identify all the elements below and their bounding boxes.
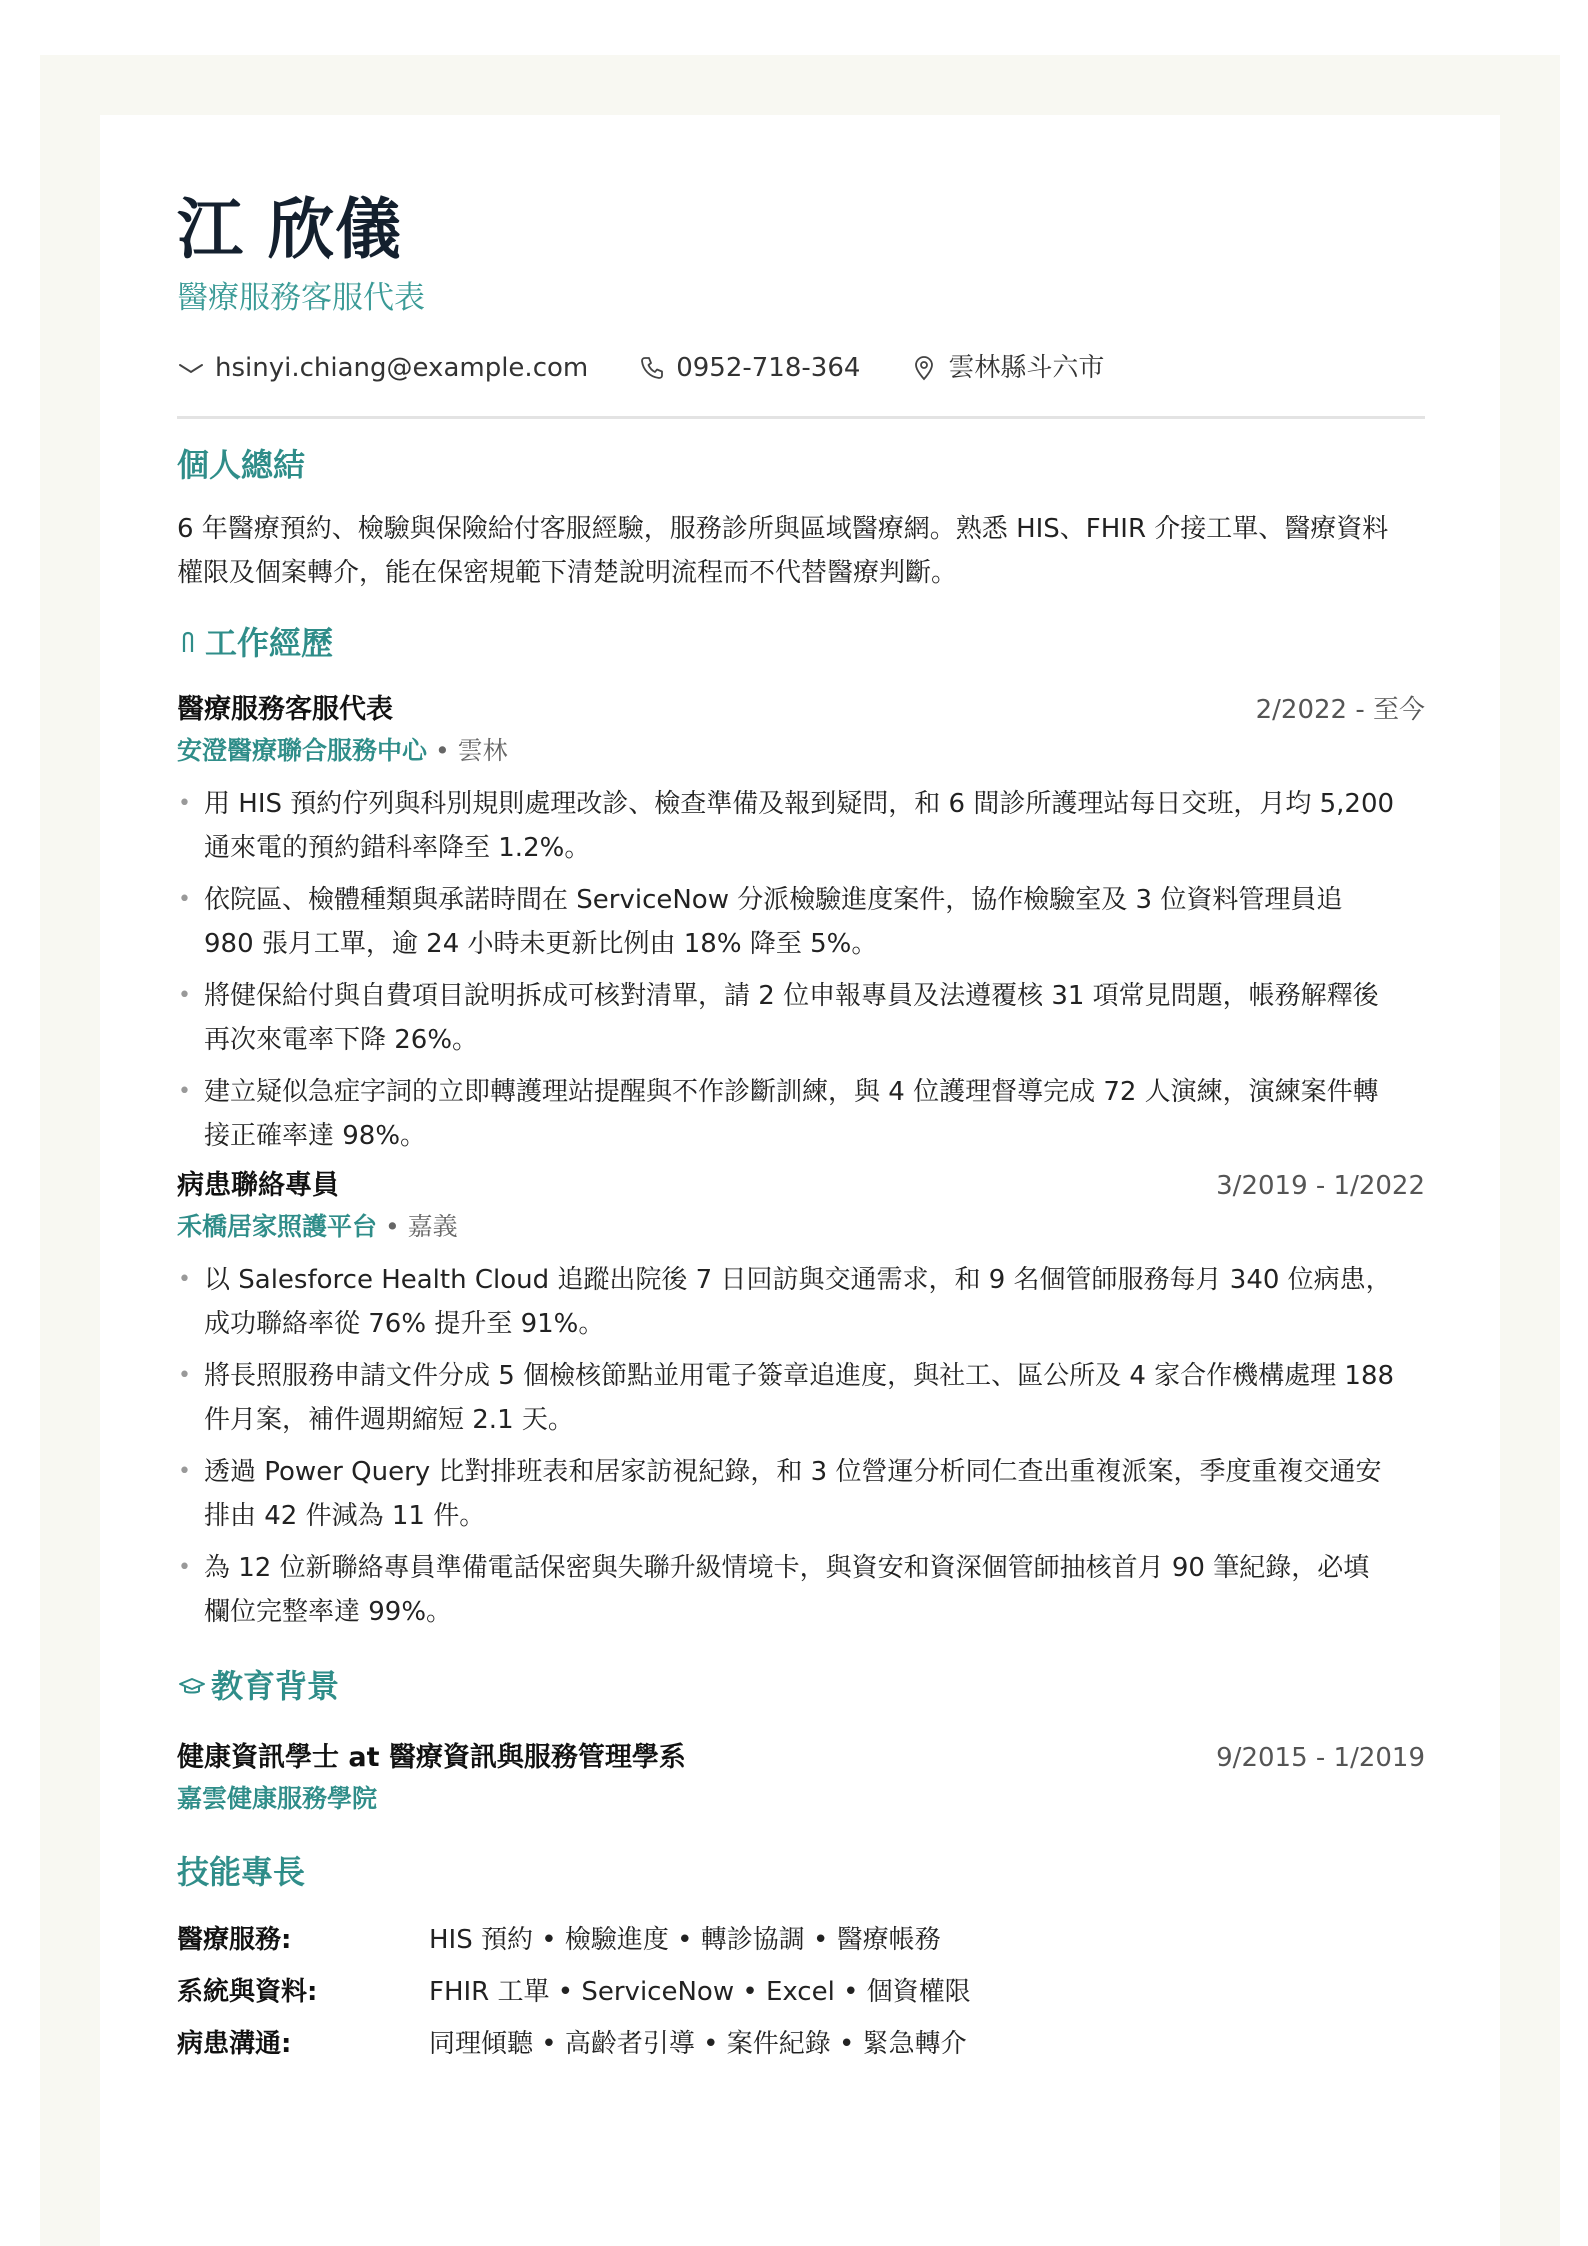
bullet-line: 接正確率達 98%。 [204,1121,427,1151]
bullet-line: 欄位完整率達 99%。 [204,1597,453,1627]
bullet-item: • 依院區、檢體種類與承諾時間在 ServiceNow 分派檢驗進度案件，協作檢驗室及 3 位資料管理員追 980 張月工單，逾 24 小時未更新比例由 18% 降至 5%。 [177,878,1425,966]
experience-heading [177,621,1425,665]
bullet-line: 依院區、檢體種類與承諾時間在 ServiceNow 分派檢驗進度案件，協作檢驗室及 3 位資料管理員追 [204,885,1343,915]
bullet-line: 通來電的預約錯科率降至 1.2%。 [204,833,591,863]
job-title: 病患聯絡專員 [177,1170,339,1201]
skills-row [177,1914,1425,1966]
skill-category: 醫療服務: [177,1925,292,1955]
job-bullets [177,1258,1425,1634]
education-entry [177,1738,1425,1818]
job-title: 醫療服務客服代表 [177,694,393,725]
bullet-line: 件月案，補件週期縮短 2.1 天。 [204,1405,574,1435]
skill-category: 系統與資料: [177,1977,318,2007]
bullet-item: • 將健保給付與自費項目說明拆成可核對清單，請 2 位申報專員及法遵覆核 31 項常見問題，帳務解釋後 再次來電率下降 26%。 [177,974,1425,1062]
skill-items: 同理傾聽 • 高齡者引導 • 案件紀錄 • 緊急轉介 [429,2029,967,2059]
bullet-item: • 透過 Power Query 比對排班表和居家訪視紀錄，和 3 位營運分析同仁查出重複派案，季度重複交通安 排由 42 件減為 11 件。 [177,1450,1425,1538]
school-name: 嘉雲健康服務學院 [177,1784,378,1813]
bullet-line: 將健保給付與自費項目說明拆成可核對清單，請 2 位申報專員及法遵覆核 31 項常見問題，帳務解釋後 [204,981,1379,1011]
skills-row [177,1966,1425,2018]
skill-items: FHIR 工單 • ServiceNow • Excel • 個資權限 [429,1977,971,2007]
header-divider [177,416,1425,419]
company-line [177,1208,1425,1246]
phone-text: 0952-718-364 [676,353,861,383]
bullet-line: 980 張月工單，逾 24 小時未更新比例由 18% 降至 5%。 [204,929,878,959]
contact-email[interactable] [177,350,588,386]
contact-bar [177,350,1425,386]
phone-icon [638,354,666,382]
company-name: 禾橋居家照護平台 [177,1212,378,1241]
resume-content [177,190,1425,2070]
company-line [177,732,1425,770]
resume-page [100,115,1500,2246]
email-icon [177,354,205,382]
experience-heading-text: 工作經歷 [205,624,334,662]
bullet-item: • 將長照服務申請文件分成 5 個檢核節點並用電子簽章追進度，與社工、區公所及 4 家合作機構處理 188 件月案，補件週期縮短 2.1 天。 [177,1354,1425,1442]
summary-line: 權限及個案轉介，能在保密規範下清楚說明流程而不代替醫療判斷。 [177,558,958,588]
email-text: hsinyi.chiang@example.com [215,353,589,383]
job-entry [177,689,1425,1158]
school-line [177,1780,1425,1818]
bullet-item: • 以 Salesforce Health Cloud 追蹤出院後 7 日回訪與交通需求，和 9 名個管師服務每月 340 位病患， 成功聯絡率從 76% 提升至 91%。 [177,1258,1425,1346]
job-date: 3/2019 - 1/2022 [1216,1171,1425,1201]
bullet-item: • 建立疑似急症字詞的立即轉護理站提醒與不作診斷訓練，與 4 位護理督導完成 72 人演練，演練案件轉 接正確率達 98%。 [177,1070,1425,1158]
location-text: 雲林縣斗六市 [948,353,1105,383]
education-heading [177,1664,1425,1708]
degree-title: 健康資訊學士 at 醫療資訊與服務管理學系 [177,1742,686,1773]
bullet-line: 用 HIS 預約佇列與科別規則處理改診、檢查準備及報到疑問，和 6 間診所護理站每日交班，月均 5,200 [204,789,1395,819]
bullet-line: 再次來電率下降 26%。 [204,1025,479,1055]
summary-line: 6 年醫療預約、檢驗與保險給付客服經驗，服務診所與區域醫療網。熟悉 HIS、FHIR 介接工單、醫療資料 [177,514,1389,544]
company-location: • 雲林 [434,736,508,765]
bullet-line: 以 Salesforce Health Cloud 追蹤出院後 7 日回訪與交通需求，和 9 名個管師服務每月 340 位病患， [204,1265,1392,1295]
skill-items: HIS 預約 • 檢驗進度 • 轉診協調 • 醫療帳務 [429,1925,941,1955]
job-date: 2/2022 - 至今 [1255,695,1425,725]
company-location: • 嘉義 [384,1212,458,1241]
bullet-line: 將長照服務申請文件分成 5 個檢核節點並用電子簽章追進度，與社工、區公所及 4 家合作機構處理 188 [204,1361,1395,1391]
skills-table [177,1914,1425,2070]
bullet-line: 建立疑似急症字詞的立即轉護理站提醒與不作診斷訓練，與 4 位護理督導完成 72 人演練，演練案件轉 [204,1077,1379,1107]
job-entry [177,1166,1425,1634]
education-date: 9/2015 - 1/2019 [1216,1743,1425,1773]
summary-heading [177,443,1425,487]
skills-heading-text: 技能專長 [177,1853,306,1891]
bullet-line: 成功聯絡率從 76% 提升至 91%。 [204,1309,605,1339]
candidate-name: 江 欣儀 [177,191,402,268]
education-heading-text: 教育背景 [211,1667,340,1705]
skill-category: 病患溝通: [177,2029,292,2059]
job-bullets [177,782,1425,1158]
contact-location [910,350,1104,386]
skills-heading [177,1850,1425,1894]
skills-row [177,2018,1425,2070]
briefcase-icon [177,628,201,658]
bullet-item: • 為 12 位新聯絡專員準備電話保密與失聯升級情境卡，與資安和資深個管師抽核首月 90 筆紀錄，必填 欄位完整率達 99%。 [177,1546,1425,1634]
bullet-line: 排由 42 件減為 11 件。 [204,1501,486,1531]
bullet-line: 為 12 位新聯絡專員準備電話保密與失聯升級情境卡，與資安和資深個管師抽核首月 90 筆紀錄，必填 [204,1553,1370,1583]
candidate-title: 醫療服務客服代表 [177,280,425,316]
graduation-cap-icon [177,1671,207,1701]
bullet-line: 透過 Power Query 比對排班表和居家訪視紀錄，和 3 位營運分析同仁查出重複派案，季度重複交通安 [204,1457,1382,1487]
company-name: 安澄醫療聯合服務中心 [177,736,428,765]
contact-phone[interactable] [638,350,860,386]
location-pin-icon [910,354,938,382]
summary-text [177,507,1425,595]
bullet-item: • 用 HIS 預約佇列與科別規則處理改診、檢查準備及報到疑問，和 6 間診所護理站每日交班，月均 5,200 通來電的預約錯科率降至 1.2%。 [177,782,1425,870]
summary-heading-text: 個人總結 [177,446,306,484]
